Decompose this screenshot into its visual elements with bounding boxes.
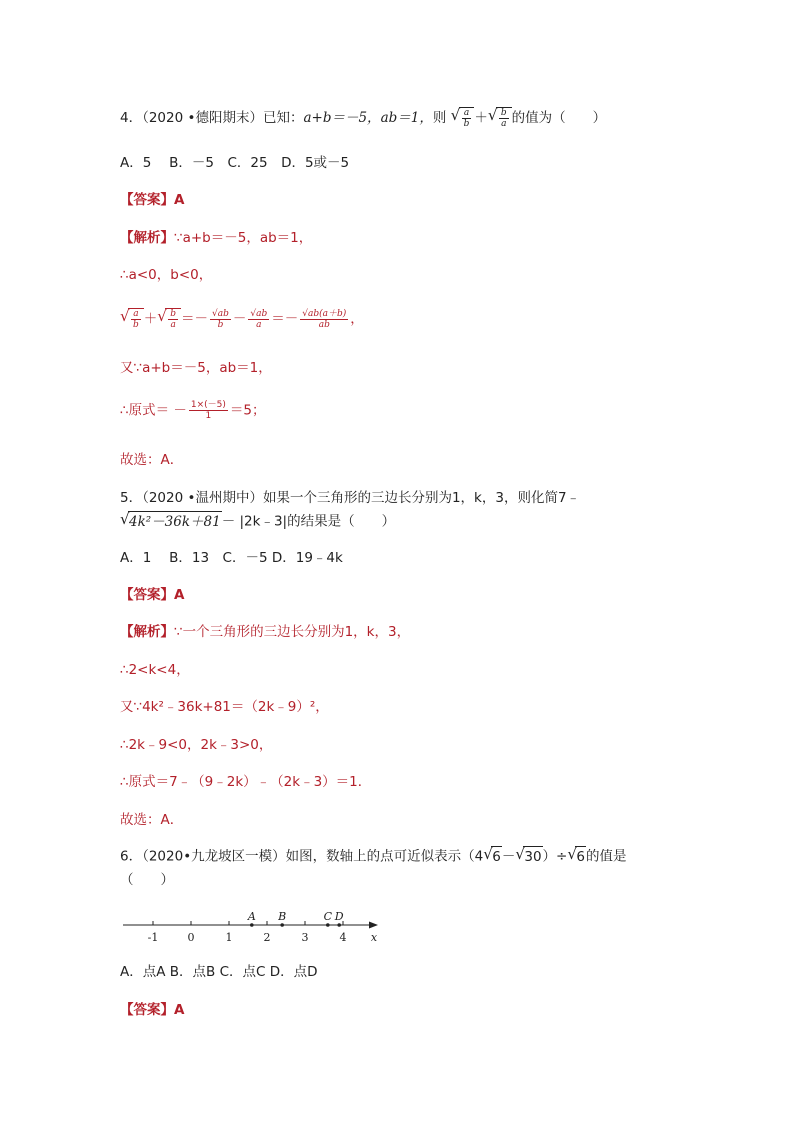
q4-then: 则 [432,110,447,126]
q4-analysis-line6: 故选：A． [120,452,184,468]
q4-analysis-label: 【解析】 [120,230,174,246]
q6-stem-line2: （ ） [120,872,174,888]
point-label-B: B [278,910,287,923]
axis-tick-label-4: 4 [339,931,347,944]
q4-analysis-line2: ∴a<0，b<0， [120,267,213,283]
q5-analysis-1 [120,622,410,642]
q4-options: A．5 B．－5 C．25 D．5或－5 [120,155,350,171]
q4-a5-pre: ∴原式＝ [120,402,170,419]
q6-answer [120,1000,184,1020]
axis-tick-label-3: 3 [301,931,309,944]
axis-tick-label-2: 2 [263,931,271,944]
q4-analysis-line3: √ $\frac{a}{b}$ ＋ √ $\frac{b}{a}$ ＝－ $\frac{√ab}{b}$ － $\frac{√ab}{a}$ ＝－ $\frac{√ab(a+b)}{ab}$ ， [120,307,364,330]
q5-stem2-tail: － |2k﹣3|的结果是（ ） [221,513,396,530]
q5-answer [120,585,184,605]
q5-options: A．1 B．13 C．－5 D．19﹣4k [120,550,343,566]
point-C [326,923,330,927]
q4-analysis-line5: ∴原式＝ － $\frac{1\times(-5)}{1}$ ＝5； [120,400,266,421]
q6-answer-label: 【答案】 [120,1002,174,1018]
q4-analysis-line4: 又∵a+b＝－5，ab＝1， [120,360,272,376]
q6-stem1: 如图，数轴上的点可近似表示（4 [285,848,484,865]
q5-answer-label: 【答案】 [120,587,174,603]
q4-a5-post: ＝5； [229,402,266,419]
axis-tick-label-1: 1 [225,931,233,944]
q4-answer [120,190,184,210]
q4-radical-b-over-a: √ $\frac{b}{a}$ [488,107,512,129]
q5-analysis-line2: ∴2<k<4， [120,662,190,678]
q4-cond2: ab＝1， [380,110,433,126]
q5-number: 5． [120,490,143,506]
q5-stem1: 如果一个三角形的三边长分别为1，k，3，则化简7﹣ [262,490,581,506]
q5-stem-line2: √ 4k²－36k＋81－ |2k﹣3|的结果是（ ） [120,510,396,530]
q6-number: 6． [120,848,143,865]
point-D [337,923,341,927]
q5-analysis-line3: 又∵4k²﹣36k+81＝（2k﹣9）²， [120,699,329,715]
q6-stem-line1: 6．（2020•九龙坡区一模）如图，数轴上的点可近似表示（4 √ 6－ √ 30）÷ √ 6的值是 [120,845,627,865]
q5-analysis-line1: ∵一个三角形的三边长分别为1，k，3， [174,624,411,640]
q4-analysis-1 [120,228,312,248]
point-label-D: D [334,910,344,923]
q5-source: （2020 •温州期中） [142,490,263,506]
number-line-svg [120,905,390,950]
axis-arrow [369,922,378,929]
q4-answer-value: A [174,192,185,208]
q5-analysis-line4: ∴2k﹣9<0，2k﹣3>0， [120,737,273,753]
q6-stem1-tail: ）÷ [542,848,568,865]
q4-radical-a-over-b: √ $\frac{a}{b}$ [451,107,475,129]
q5-analysis-line5: ∴原式＝7﹣（9﹣2k）﹣（2k﹣3）＝1． [120,774,372,790]
q4-cond1: a+b＝－5， [303,110,381,126]
q4-answer-label: 【答案】 [120,192,174,208]
point-B [280,923,284,927]
q5-stem-line1 [120,488,580,508]
axis-tick-label-0: 0 [187,931,195,944]
q5-analysis-line6: 故选：A． [120,812,184,828]
q4-number: 4． [120,110,143,126]
q4-stem-pre: 已知： [262,110,304,126]
q4-stem: 4．（2020 •德阳期末）已知：a+b＝－5，ab＝1，则 √ $\frac{a}{b}$ ＋ √ $\frac{b}{a}$ 的值为（ ） [120,106,607,129]
axis-var-label: x [370,931,378,944]
point-label-C: C [323,910,333,923]
q6-number-line [120,905,390,950]
q6-source: （2020•九龙坡区一模） [142,848,286,865]
q4-stem-tail: 的值为（ ） [511,110,607,126]
q6-options: A．点A B．点B C．点C D．点D [120,964,318,980]
q4-analysis-line1: ∵a+b＝－5，ab＝1， [174,230,313,246]
axis-tick-label--1: -1 [147,931,159,944]
q5-analysis-label: 【解析】 [120,624,174,640]
q6-answer-value: A [174,1002,185,1018]
q6-stem1-end: 的值是 [585,848,627,865]
q4-source: （2020 •德阳期末） [142,110,263,126]
point-label-A: A [247,910,256,923]
point-A [250,923,254,927]
q5-answer-value: A [174,587,185,603]
q5-radicand: 4k²－36k＋81 [128,511,222,532]
